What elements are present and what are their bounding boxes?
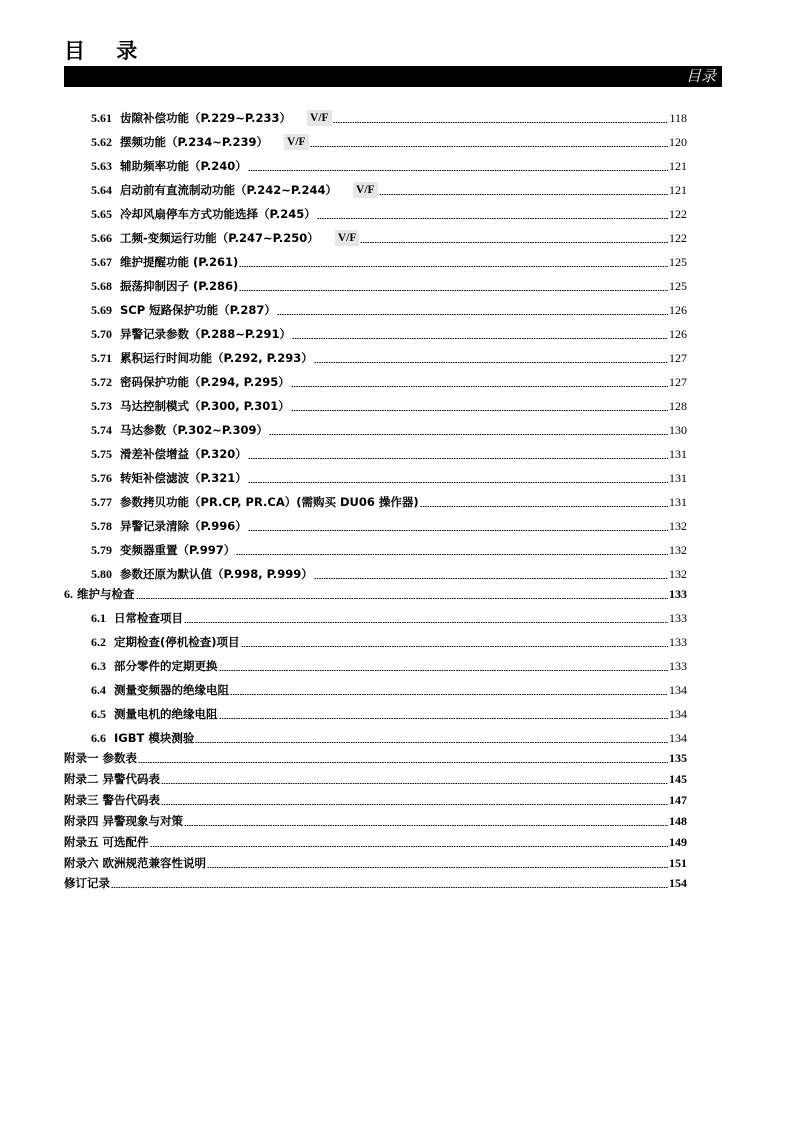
toc-entry-title: 日常检查项目	[114, 611, 184, 625]
toc-entry-number: 6.3	[91, 659, 106, 673]
vf-badge: V/F	[335, 230, 360, 246]
toc-entry[interactable]	[64, 586, 687, 602]
toc-entry-title: 维护与检查	[77, 587, 135, 601]
toc-entry[interactable]	[91, 326, 687, 342]
toc-entry-label	[91, 730, 194, 746]
dot-leader	[332, 110, 670, 126]
dot-leader	[218, 706, 669, 722]
toc-entry[interactable]	[91, 658, 687, 674]
toc-entry[interactable]	[91, 518, 687, 534]
toc-entry-number: 5.64	[91, 183, 112, 197]
toc-entry[interactable]	[91, 134, 687, 150]
toc-entry-page: 145	[669, 772, 687, 786]
toc-entry[interactable]	[91, 446, 687, 462]
toc-entry-label	[64, 834, 149, 850]
toc-entry-label	[91, 110, 291, 126]
toc-entry-title: 密码保护功能（P.294, P.295）	[120, 375, 290, 389]
toc-entry-label	[91, 610, 183, 626]
toc-entry-number: 5.78	[91, 519, 112, 533]
dot-leader	[238, 278, 669, 294]
page-title: 目 录	[64, 39, 150, 63]
toc-entry-page: 151	[669, 856, 687, 870]
toc-entry-page: 121	[669, 159, 687, 173]
toc-entry-number: 5.69	[91, 303, 112, 317]
toc-entry[interactable]	[91, 422, 687, 438]
toc-entry-label	[91, 422, 268, 438]
toc-entry-label	[64, 855, 206, 871]
toc-entry[interactable]	[91, 730, 687, 746]
toc-entry-title: 辅助频率功能（P.240）	[120, 159, 247, 173]
vf-badge: V/F	[307, 110, 332, 126]
dot-leader	[247, 518, 669, 534]
toc-entry-number: 5.74	[91, 423, 112, 437]
toc-entry-page: 133	[669, 635, 687, 649]
toc-entry-page: 130	[669, 423, 687, 437]
toc-entry-number: 6.	[64, 587, 73, 601]
toc-entry-title: 滑差补偿增益（P.320）	[120, 447, 247, 461]
toc-entry-number: 5.75	[91, 447, 112, 461]
title-bar-label: 目录	[685, 67, 716, 85]
toc-entry[interactable]	[91, 470, 687, 486]
toc-entry-page: 147	[669, 793, 687, 807]
toc-entry-number: 5.70	[91, 327, 112, 341]
toc-entry-title: 附录五 可选配件	[64, 835, 149, 849]
toc-entry-label	[91, 278, 238, 294]
toc-entry[interactable]	[91, 350, 687, 366]
toc-entry-page: 134	[669, 707, 687, 721]
toc-entry-title: 附录六 欧洲规范兼容性说明	[64, 856, 207, 870]
toc-entry-title: 维护提醒功能 (P.261)	[120, 255, 239, 269]
toc-entry-title: 变频器重置（P.997）	[120, 543, 236, 557]
toc-entry-page: 149	[669, 835, 687, 849]
toc-entry-page: 120	[669, 135, 687, 149]
toc-entry-number: 5.67	[91, 255, 112, 269]
toc-entry-label	[91, 134, 268, 150]
toc-entry-label	[91, 658, 218, 674]
toc-entry-page: 135	[669, 751, 687, 765]
toc-entry[interactable]	[91, 254, 687, 270]
dot-leader	[194, 730, 669, 746]
toc-entry-label	[91, 706, 218, 722]
dot-leader	[313, 566, 669, 582]
toc-entry-title: 附录二 异警代码表	[64, 772, 161, 786]
toc-entry[interactable]	[64, 750, 687, 766]
toc-entry[interactable]	[64, 792, 687, 808]
toc-entry-title: 部分零件的定期更换	[114, 659, 218, 673]
toc-entry-title: 附录四 异警现象与对策	[64, 814, 184, 828]
toc-entry-title: 附录三 警告代码表	[64, 793, 161, 807]
toc-entry-page: 131	[669, 495, 687, 509]
toc-entry-number: 5.62	[91, 135, 112, 149]
toc-entry-page: 132	[669, 567, 687, 581]
dot-leader	[135, 586, 669, 602]
toc-entry-number: 5.79	[91, 543, 112, 557]
toc-entry-page: 131	[669, 447, 687, 461]
toc-entry-page: 125	[669, 279, 687, 293]
dot-leader	[316, 206, 669, 222]
toc-entry-number: 5.73	[91, 399, 112, 413]
toc-entry-title: 累积运行时间功能（P.292, P.293）	[120, 351, 313, 365]
dot-leader	[110, 875, 669, 891]
toc-entry-title: 参数还原为默认值（P.998, P.999）	[120, 567, 313, 581]
toc-entry-number: 5.66	[91, 231, 112, 245]
dot-leader	[229, 682, 669, 698]
toc-entry-title: 测量变频器的绝缘电阻	[114, 683, 230, 697]
toc-entry-label	[91, 206, 316, 222]
vf-badge: V/F	[284, 134, 309, 150]
toc-entry-label	[91, 398, 290, 414]
toc-entry-label	[91, 470, 247, 486]
toc-entry[interactable]	[91, 158, 687, 174]
toc-entry-title: 转矩补偿滤波（P.321）	[120, 471, 247, 485]
toc-entry-label	[91, 634, 240, 650]
toc-entry[interactable]	[91, 706, 687, 722]
toc-entry-label	[91, 302, 276, 318]
toc-entry-page: 132	[669, 543, 687, 557]
toc-entry-title: 测量电机的绝缘电阻	[114, 707, 218, 721]
toc-entry[interactable]	[91, 206, 687, 222]
toc-entry-title: 参数拷贝功能（PR.CP, PR.CA）(需购买 DU06 操作器)	[120, 495, 419, 509]
toc-entry-page: 127	[669, 351, 687, 365]
toc-entry-label	[64, 771, 160, 787]
toc-entry-label	[91, 182, 337, 198]
toc-entry-title: IGBT 模块测验	[114, 731, 195, 745]
toc-entry-page: 132	[669, 519, 687, 533]
toc-entry-page: 125	[669, 255, 687, 269]
toc-entry-page: 133	[669, 611, 687, 625]
toc-entry[interactable]	[91, 302, 687, 318]
toc-entry-page: 133	[669, 659, 687, 673]
dot-leader	[240, 634, 669, 650]
dot-leader	[247, 470, 669, 486]
toc-entry-page: 134	[669, 683, 687, 697]
toc-entry-label	[91, 374, 290, 390]
toc-entry-page: 121	[669, 183, 687, 197]
dot-leader	[238, 254, 669, 270]
toc-entry-label	[64, 813, 183, 829]
toc-entry[interactable]	[64, 771, 687, 787]
toc-entry-number: 6.1	[91, 611, 106, 625]
toc-entry[interactable]	[91, 634, 687, 650]
dot-leader	[359, 230, 669, 246]
dot-leader	[160, 771, 669, 787]
toc-entry-label	[64, 875, 110, 891]
toc-entry[interactable]	[91, 682, 687, 698]
toc-entry-label	[91, 326, 291, 342]
toc-entry-page: 128	[669, 399, 687, 413]
toc-entry[interactable]	[91, 278, 687, 294]
toc-entry-number: 6.4	[91, 683, 106, 697]
toc-entry-label	[64, 586, 135, 602]
toc-entry-number: 5.76	[91, 471, 112, 485]
toc-entry[interactable]	[91, 610, 687, 626]
toc-entry-number: 5.71	[91, 351, 112, 365]
toc-entry-title: 定期检查(停机检查)项目	[114, 635, 240, 649]
toc-entry-title: 马达参数（P.302~P.309）	[120, 423, 269, 437]
dot-leader	[137, 750, 669, 766]
toc-entry-title: 工频-变频运行功能（P.247~P.250）	[120, 231, 319, 245]
dot-leader	[276, 302, 669, 318]
toc-entry-page: 131	[669, 471, 687, 485]
toc-entry-label	[64, 792, 160, 808]
toc-entry-page: 133	[669, 587, 687, 601]
toc-entry-label	[64, 750, 137, 766]
toc-entry-number: 5.61	[91, 111, 112, 125]
dot-leader	[247, 158, 669, 174]
toc-entry-label	[91, 518, 247, 534]
toc-entry-label	[91, 566, 313, 582]
toc-entry[interactable]	[64, 834, 687, 850]
toc-entry-page: 126	[669, 327, 687, 341]
toc-entry-label	[91, 446, 247, 462]
toc-entry[interactable]	[91, 398, 687, 414]
dot-leader	[218, 658, 669, 674]
toc-entry-title: 异警记录清除（P.996）	[120, 519, 247, 533]
toc-entry-page: 127	[669, 375, 687, 389]
vf-badge: V/F	[353, 182, 378, 198]
toc-entry-number: 6.6	[91, 731, 106, 745]
dot-leader	[183, 610, 669, 626]
toc-entry[interactable]	[91, 542, 687, 558]
toc-entry-number: 5.80	[91, 567, 112, 581]
dot-leader	[419, 494, 669, 510]
dot-leader	[268, 422, 669, 438]
toc-entry-title: SCP 短路保护功能（P.287）	[120, 303, 276, 317]
dot-leader	[183, 813, 669, 829]
toc-entry-title: 附录一 参数表	[64, 751, 138, 765]
toc-entry-title: 异警记录参数（P.288~P.291）	[120, 327, 292, 341]
toc-entry[interactable]	[91, 110, 687, 126]
toc-entry-label	[91, 542, 235, 558]
toc-entry[interactable]	[91, 374, 687, 390]
toc-entry-title: 齿隙补偿功能（P.229~P.233）	[120, 111, 292, 125]
toc-entry-number: 5.65	[91, 207, 112, 221]
dot-leader	[291, 326, 669, 342]
dot-leader	[247, 446, 669, 462]
dot-leader	[235, 542, 669, 558]
toc-entry-page: 118	[669, 111, 687, 125]
toc-entry-title: 启动前有直流制动功能（P.242~P.244）	[120, 183, 338, 197]
toc-entry[interactable]	[64, 875, 687, 891]
toc-entry-label	[91, 682, 229, 698]
toc-entry-label	[91, 230, 319, 246]
toc-entry-page: 122	[669, 207, 687, 221]
toc-entry-label	[91, 254, 238, 270]
toc-entry-title: 摆频功能（P.234~P.239）	[120, 135, 269, 149]
toc-entry[interactable]	[64, 813, 687, 829]
toc-entry-title: 马达控制模式（P.300, P.301）	[120, 399, 290, 413]
toc-entry-number: 6.5	[91, 707, 106, 721]
toc-entry-page: 122	[669, 231, 687, 245]
toc-entry-number: 5.72	[91, 375, 112, 389]
toc-entry-number: 5.63	[91, 159, 112, 173]
toc-entry-label	[91, 158, 247, 174]
toc-entry[interactable]	[64, 855, 687, 871]
toc-entry-page: 154	[669, 876, 687, 890]
toc-entry-label	[91, 494, 419, 510]
dot-leader	[149, 834, 669, 850]
dot-leader	[290, 374, 669, 390]
dot-leader	[378, 182, 669, 198]
dot-leader	[313, 350, 669, 366]
toc-entry-page: 148	[669, 814, 687, 828]
toc-entry-title: 振荡抑制因子 (P.286)	[120, 279, 239, 293]
toc-entry[interactable]	[91, 182, 687, 198]
toc-entry-page: 134	[669, 731, 687, 745]
toc-entry[interactable]	[91, 230, 687, 246]
dot-leader	[309, 134, 669, 150]
toc-entry[interactable]	[91, 494, 687, 510]
toc-entry-number: 6.2	[91, 635, 106, 649]
toc-entry-number: 5.77	[91, 495, 112, 509]
toc-entry-title: 修订记录	[64, 876, 110, 890]
toc-entry-title: 冷却风扇停车方式功能选择（P.245）	[120, 207, 316, 221]
toc-entry-page: 126	[669, 303, 687, 317]
toc-entry-number: 5.68	[91, 279, 112, 293]
toc-entry-label	[91, 350, 313, 366]
toc-entry[interactable]	[91, 566, 687, 582]
dot-leader	[206, 855, 669, 871]
dot-leader	[290, 398, 669, 414]
dot-leader	[160, 792, 669, 808]
